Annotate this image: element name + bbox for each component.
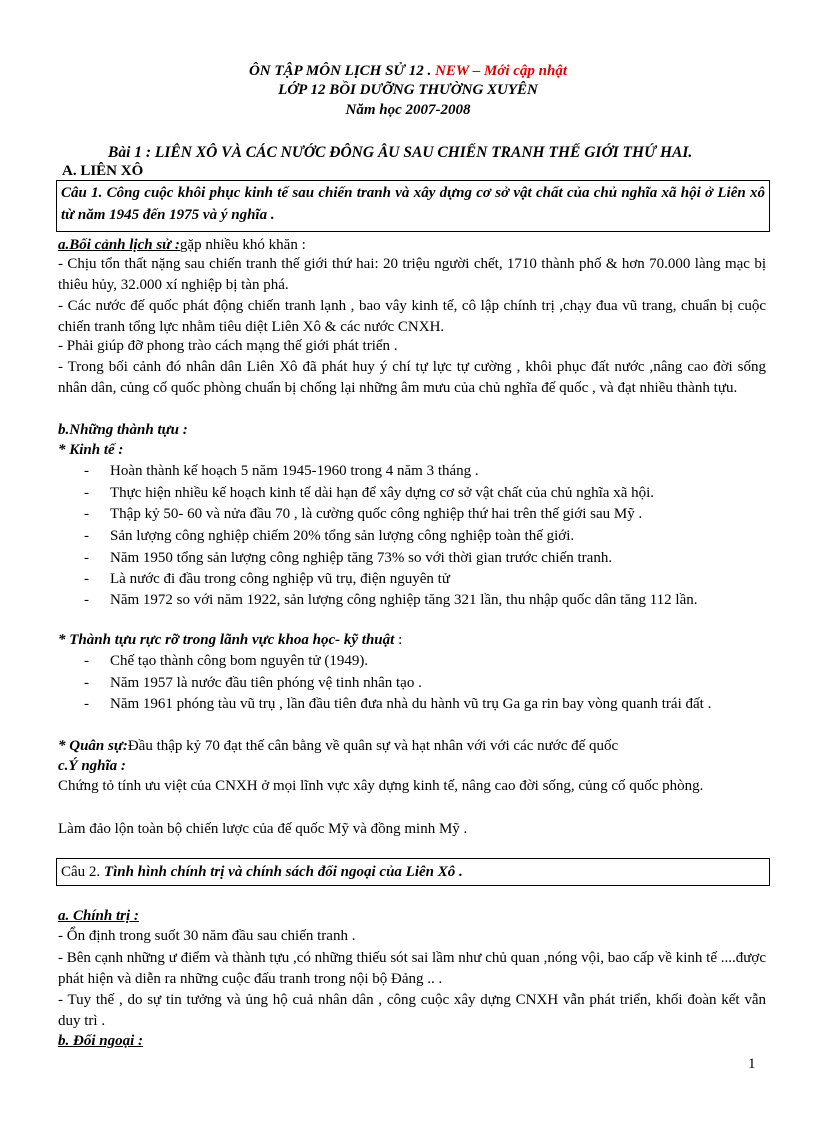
question-1-text: Câu 1. Công cuộc khôi phục kinh tế sau chiến tranh và xây dựng cơ sở vật chất của chủ nghĩa xã hội ở Liên xô từ năm 1945 đến 1975 và ý nghĩa . xyxy=(61,185,765,223)
science-heading-tail: : xyxy=(394,632,403,648)
header-line-3: Năm học 2007-2008 xyxy=(345,102,471,118)
context-paragraph-2: - Các nước đế quốc phát động chiến tranh lạnh , bao vây kinh tế, cô lập chính trị ,chạy đua vũ trang, chuẩn bị cuộc chiến tranh tổng lực nhằm tiêu diệt Liên Xô & các nước CNXH. xyxy=(58,298,766,335)
science-heading-line xyxy=(58,630,402,650)
list-dash: - xyxy=(84,485,89,501)
achievements-heading: b.Những thành tựu : xyxy=(58,422,188,438)
foreign-policy-heading: b. Đối ngoại : xyxy=(58,1033,144,1049)
context-paragraph-1: - Chịu tổn thất nặng sau chiến tranh thế giới thứ hai: 20 triệu người chết, 1710 thành phố & hơn 70.000 làng mạc bị thiêu hủy, 32.000 xí nghiệp bị tàn phá. xyxy=(58,256,766,293)
list-dash: - xyxy=(84,463,89,479)
military-line xyxy=(58,736,618,756)
list-dash: - xyxy=(84,506,89,522)
list-dash: - xyxy=(84,550,89,566)
list-dash: - xyxy=(84,653,89,669)
context-paragraph-4: - Trong bối cảnh đó nhân dân Liên Xô đã phát huy ý chí tự lực tự cường , khôi phục đất nước ,nâng cao đời sống nhân dân, củng cố quốc phòng chuẩn bị chống lại những âm mưu của chủ nghĩa đế quốc , và đạt nhiều thành tựu. xyxy=(58,359,766,396)
politics-heading: a. Chính trị : xyxy=(58,908,139,924)
list-item-text: Sản lượng công nghiệp chiếm 20% tổng sản lượng công nghiệp toàn thế giới. xyxy=(110,528,575,544)
list-item-text: Năm 1961 phóng tàu vũ trụ , lần đầu tiên đưa nhà du hành vũ trụ Ga ga rin bay vòng quanh trái đất . xyxy=(110,696,712,712)
header-title: ÔN TẬP MÔN LỊCH SỬ 12 . xyxy=(248,63,432,79)
list-item xyxy=(84,673,764,694)
meaning-paragraph-1: Chứng tỏ tính ưu việt của CNXH ở mọi lĩnh vực xây dựng kinh tế, nâng cao đời sống, củng cố quốc phòng. xyxy=(58,778,704,794)
list-item-text: Năm 1972 so với năm 1922, sản lượng công nghiệp tăng 321 lần, thu nhập quốc dân tăng 112 lần. xyxy=(110,592,698,608)
list-item xyxy=(84,590,764,611)
list-item-text: Hoàn thành kế hoạch 5 năm 1945-1960 trong 4 năm 3 tháng . xyxy=(110,463,479,479)
list-item xyxy=(84,569,764,590)
list-item-text: Năm 1957 là nước đầu tiên phóng vệ tinh nhân tạo . xyxy=(110,675,422,691)
list-item xyxy=(84,526,764,547)
context-paragraph-3: - Phải giúp đỡ phong trào cách mạng thế giới phát triển . xyxy=(58,338,398,354)
science-heading: * Thành tựu rực rỡ trong lãnh vực khoa học- kỹ thuật xyxy=(58,632,395,648)
question-1-box xyxy=(56,180,770,232)
list-dash: - xyxy=(84,528,89,544)
meaning-heading: c.Ý nghĩa : xyxy=(58,758,126,774)
military-heading: * Quân sự: xyxy=(58,738,128,754)
list-item xyxy=(84,461,764,482)
lesson-title: Bài 1 : LIÊN XÔ VÀ CÁC NƯỚC ĐÔNG ÂU SAU CHIẾN TRANH THẾ GIỚI THỨ HAI. xyxy=(108,144,693,161)
context-heading-line xyxy=(58,235,306,255)
politics-paragraph-3: - Tuy thế , do sự tin tưởng và ủng hộ cuả nhân dân , công cuộc xây dựng CNXH vẫn phát triển, khối đoàn kết vẫn duy trì . xyxy=(58,992,766,1029)
list-item xyxy=(84,548,764,569)
list-dash: - xyxy=(84,675,89,691)
list-item-text: Thập kỷ 50- 60 và nửa đầu 70 , là cường quốc công nghiệp thứ hai trên thế giới sau Mỹ . xyxy=(110,506,643,522)
list-item xyxy=(84,504,764,525)
politics-paragraph-1: - Ổn định trong suốt 30 năm đầu sau chiến tranh . xyxy=(58,928,356,944)
question-2-box xyxy=(56,858,770,886)
header-line-2: LỚP 12 BỒI DƯỠNG THƯỜNG XUYÊN xyxy=(278,82,538,98)
list-item-text: Năm 1950 tổng sản lượng công nghiệp tăng 73% so với thời gian trước chiến tranh. xyxy=(110,550,613,566)
list-item-text: Thực hiện nhiều kế hoạch kinh tế dài hạn để xây dựng cơ sở vật chất của chủ nghĩa xã hội. xyxy=(110,485,655,501)
list-dash: - xyxy=(84,592,89,608)
list-item-text: Là nước đi đầu trong công nghiệp vũ trụ, điện nguyên tử xyxy=(110,571,450,587)
list-item xyxy=(84,483,764,504)
list-item xyxy=(84,694,764,715)
section-a-heading: A. LIÊN XÔ xyxy=(62,163,144,179)
list-item xyxy=(84,651,764,672)
politics-paragraph-2: - Bên cạnh những ư điểm và thành tựu ,có những thiếu sót sai lầm như chủ quan ,nóng vội, bao cấp về kinh tế ....được phát hiện và diễn ra những cuộc đấu tranh trong nội bộ Đảng .. . xyxy=(58,950,766,987)
military-text: Đầu thập kỷ 70 đạt thế cân bằng về quân sự và hạt nhân với với các nước đế quốc xyxy=(127,738,619,754)
meaning-paragraph-2: Làm đảo lộn toàn bộ chiến lược của đế quốc Mỹ và đồng minh Mỹ . xyxy=(58,821,468,837)
question-2-label: Câu 2. xyxy=(61,864,104,880)
list-dash: - xyxy=(84,571,89,587)
list-dash: - xyxy=(84,696,89,712)
economy-heading: * Kinh tế : xyxy=(58,442,124,458)
context-heading-tail: gặp nhiều khó khăn : xyxy=(179,237,306,253)
list-item-text: Chế tạo thành công bom nguyên tử (1949). xyxy=(110,653,369,669)
new-update-badge: NEW – Mới cập nhật xyxy=(435,63,568,79)
header-line-1 xyxy=(0,62,816,80)
context-heading: a.Bối cảnh lịch sử : xyxy=(58,237,180,253)
question-2-text: Tình hình chính trị và chính sách đối ngoại của Liên Xô . xyxy=(103,864,463,880)
page-number: 1 xyxy=(748,1056,756,1072)
